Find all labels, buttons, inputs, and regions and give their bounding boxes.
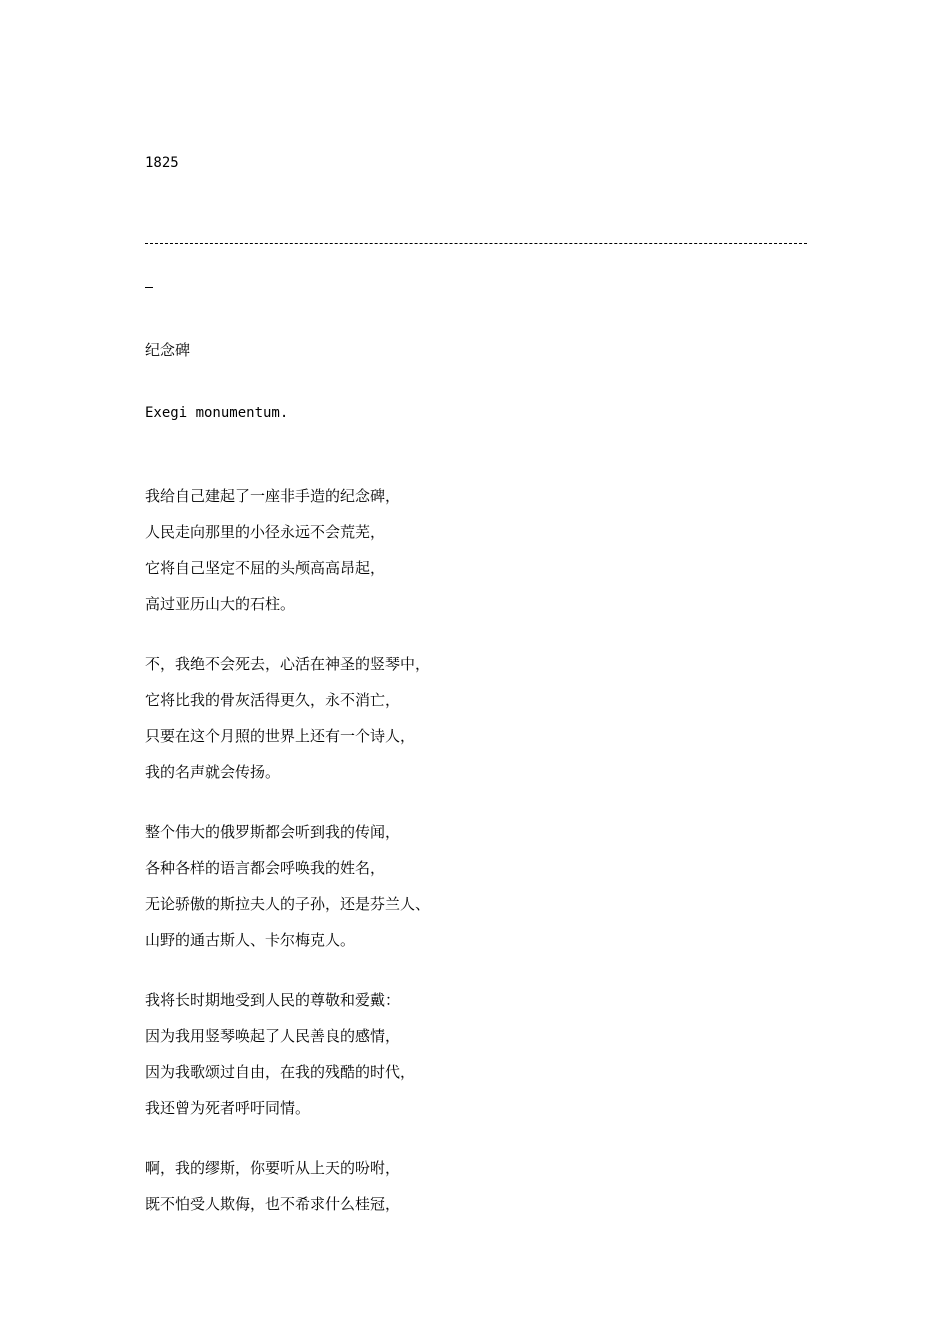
poem-line: 啊，我的缪斯，你要听从上天的吩咐，	[145, 1159, 401, 1177]
year-label: 1825	[145, 155, 179, 171]
poem-line: 高过亚历山大的石柱。	[145, 595, 296, 613]
poem-line: 我将长时期地受到人民的尊敬和爱戴：	[145, 991, 401, 1009]
poem-line: 既不怕受人欺侮，也不希求什么桂冠，	[145, 1195, 401, 1213]
poem-line: 它将比我的骨灰活得更久，永不消亡，	[145, 691, 401, 709]
poem-line: 各种各样的语言都会呼唤我的姓名，	[145, 859, 386, 877]
poem-line: 因为我用竖琴唤起了人民善良的感情，	[145, 1027, 401, 1045]
poem-line: 我的名声就会传扬。	[145, 763, 281, 781]
poem-line: 人民走向那里的小径永远不会荒芜，	[145, 523, 386, 541]
poem-epigraph: Exegi monumentum.	[145, 405, 289, 421]
poem-line: 只要在这个月照的世界上还有一个诗人，	[145, 727, 416, 745]
poem-line: 山野的通古斯人、卡尔梅克人。	[145, 931, 356, 949]
poem-line: 无论骄傲的斯拉夫人的子孙，还是芬兰人、	[145, 895, 431, 913]
poem-title: 纪念碑	[145, 341, 191, 359]
poem-line: 我给自己建起了一座非手造的纪念碑，	[145, 487, 401, 505]
poem-line: 它将自己坚定不屈的头颅高高昂起，	[145, 559, 386, 577]
separator-rule-tail	[145, 287, 153, 288]
separator-rule	[145, 243, 807, 244]
poem-line: 不，我绝不会死去，心活在神圣的竖琴中，	[145, 655, 431, 673]
poem-line: 因为我歌颂过自由，在我的残酷的时代，	[145, 1063, 416, 1081]
poem-line: 我还曾为死者呼吁同情。	[145, 1099, 311, 1117]
poem-line: 整个伟大的俄罗斯都会听到我的传闻，	[145, 823, 401, 841]
